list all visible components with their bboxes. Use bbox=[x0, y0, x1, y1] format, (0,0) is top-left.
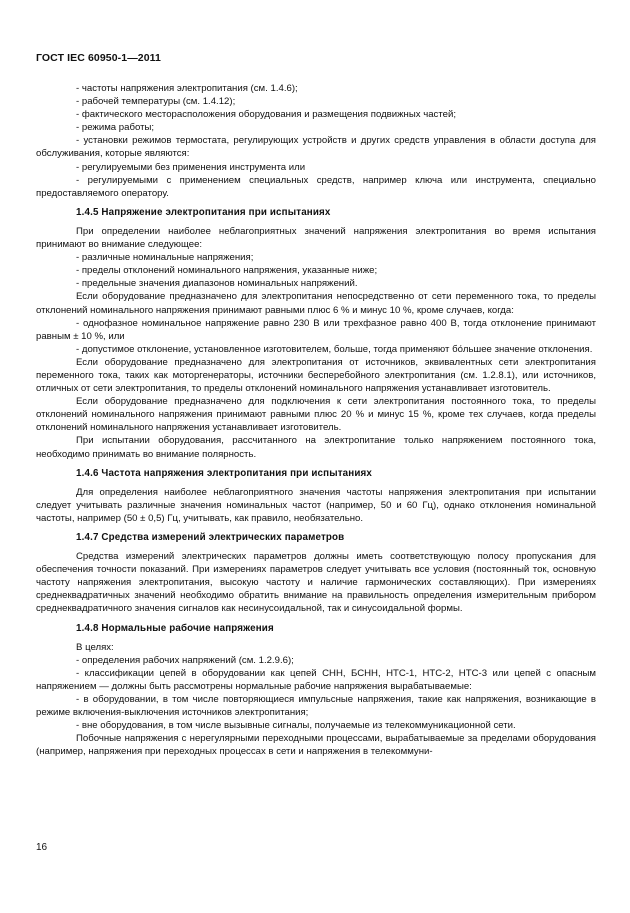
list-item: - пределы отклонений номинального напряжения, указанные ниже; bbox=[76, 265, 378, 277]
list-item: - однофазное номинальное напряжение равно 230 В или трехфазное равно 400 В, тогда отклонение принимают равным ± 10 %, или bbox=[36, 317, 596, 342]
list-item: - регулируемыми без применения инструмента или bbox=[76, 161, 306, 173]
list-item: - классификации цепей в оборудовании как цепей СНН, БСНН, НТС-1, НТС-2, НТС-3 или цепей с опасным напряжением — должны быть рассмотрены нормальные рабочие напряжения вырабатываемые: bbox=[36, 667, 596, 692]
paragraph: В целях: bbox=[76, 641, 114, 653]
section-heading: 1.4.6 Частота напряжения электропитания при испытаниях bbox=[76, 467, 372, 479]
section-heading: 1.4.8 Нормальные рабочие напряжения bbox=[76, 622, 274, 634]
paragraph: Средства измерений электрических параметров должны иметь соответствующую полосу пропускания для обеспечения точности показаний. При измерениях параметров следует учитывать все условия (постоянный ток, основную частоту напряжения электропитания, высокую частоту и наличие гармонических составляющих). При измерениях среднеквадратичных значений необходимо обратить внимание на правильность определения измерительным прибором среднеквадратичного значения сигналов как несинусоидальной, так и синусоидальной формы. bbox=[36, 551, 596, 615]
list-item: - частоты напряжения электропитания (см. 1.4.6); bbox=[76, 83, 298, 94]
section-heading: 1.4.7 Средства измерений электрических параметров bbox=[76, 532, 345, 543]
list-item: - определения рабочих напряжений (см. 1.2.9.6); bbox=[76, 654, 294, 666]
list-item: - допустимое отклонение, установленное изготовителем, больше, тогда применяют бо́льшее значение отклонения. bbox=[76, 343, 593, 355]
paragraph: При испытании оборудования, рассчитанного на электропитание только напряжением постоянного тока, необходимо принимать во внимание полярность. bbox=[36, 435, 596, 460]
paragraph: Побочные напряжения с нерегулярными переходными процессами, вырабатываемые за пределами оборудования (например, напряжения при переходных процессах в сети и напряжения в телекоммуни- bbox=[36, 733, 596, 758]
document-header: ГОСТ IEC 60950-1—2011 bbox=[36, 52, 161, 64]
section-heading: 1.4.5 Напряжение электропитания при испытаниях bbox=[76, 206, 331, 218]
paragraph: Если оборудование предназначено для подключения к сети электропитания постоянного тока, то пределы отклонений номинального напряжения принимают равными плюс 20 % и минус 15 %, кроме тех случаев, когда пределы отклонений номинального напряжения устанавливает изготовитель. bbox=[36, 396, 596, 434]
list-item: - рабочей температуры (см. 1.4.12); bbox=[76, 96, 236, 108]
list-item: - установки режимов термостата, регулирующих устройств и других средств управления в области доступа для обслуживания, которые являются: bbox=[36, 135, 596, 160]
paragraph: При определении наиболее неблагоприятных значений напряжения электропитания во время испытания принимают во внимание следующее: bbox=[36, 225, 596, 251]
paragraph: Если оборудование предназначено для электропитания от источников, эквивалентных сети электропитания переменного тока, таких как моторгенераторы, источники бесперебойного электропитания (см. 1.2.8.1), или источников, отличных от сети электропитания, то пределы отклонений номинального напряжения устанавливает изготовитель. bbox=[36, 356, 596, 395]
list-item: - режима работы; bbox=[76, 122, 155, 134]
paragraph: Для определения наиболее неблагоприятного значения частоты напряжения электропитания при испытании следует учитывать различные значения номинальных частот (например, 50 и 60 Гц), однако отклонения номинальной частоты, например (50 ± 0,5) Гц, учитывать, как правило, необязательно. bbox=[36, 486, 596, 524]
list-item: - вне оборудования, в том числе вызывные сигналы, получаемые из телекоммуникационной сети. bbox=[76, 720, 516, 732]
list-item: - фактического месторасположения оборудования и размещения подвижных частей; bbox=[76, 109, 456, 121]
list-item: - предельные значения диапазонов номинальных напряжений. bbox=[76, 278, 358, 290]
page-body bbox=[36, 82, 596, 759]
list-item: - регулируемыми с применением специальных средств, например ключа или инструмента, специально предоставляемого оператору. bbox=[36, 174, 596, 199]
paragraph: Если оборудование предназначено для электропитания непосредственно от сети переменного тока, то пределы отклонений номинального напряжения принимают равными плюс 6 % и минус 10 %, кроме случаев, когда: bbox=[36, 291, 596, 316]
list-item: - в оборудовании, в том числе повторяющиеся импульсные напряжения, такие как напряжения, возникающие в режиме включения-выключения источников электропитания; bbox=[36, 694, 596, 719]
list-item: - различные номинальные напряжения; bbox=[76, 252, 254, 264]
page-number: 16 bbox=[36, 842, 48, 853]
